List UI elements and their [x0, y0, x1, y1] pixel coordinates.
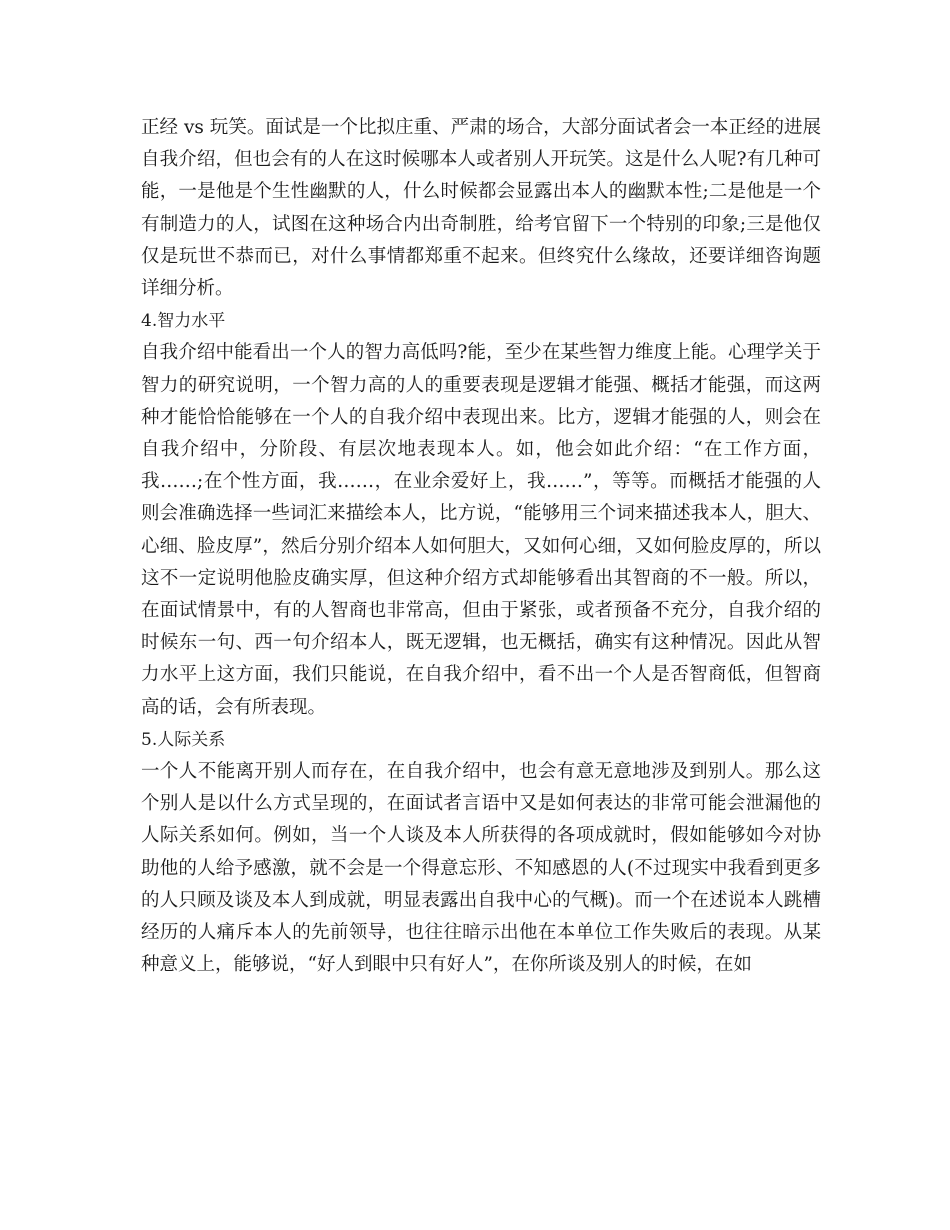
paragraph-jest-vs-serious: 正经 vs 玩笑。面试是一个比拟庄重、严肃的场合，大部分面试者会一本正经的进展自我介绍，但也会有的人在这时候哪本人或者别人开玩笑。这是什么人呢?有几种可能，一是他是个生性幽默的人，什么时候都会显露出本人的幽默本性;二是他是一个有制造力的人，试图在这种场合内出奇制胜，给考官留下一个特别的印象;三是他仅仅是玩世不恭而已，对什么事情都郑重不起来。但终究什么缘故，还要详细咨询题详细分析。: [141, 117, 821, 300]
section-heading-intelligence: 4.智力水平: [141, 311, 226, 332]
paragraph-relationships: 一个人不能离开别人而存在，在自我介绍中，也会有意无意地涉及到别人。那么这个别人是以什么方式呈现的，在面试者言语中又是如何表达的非常可能会泄漏他的人际关系如何。例如，当一个人谈及本人所获得的各项成就时，假如能够如今对协助他的人给予感激，就不会是一个得意忘形、不知感恩的人(不过现实中我看到更多的人只顾及谈及本人到成就，明显表露出自我中心的气概)。而一个在述说本人跳槽经历的人痛斥本人的先前领导，也往往暗示出他在本单位工作失败后的表现。从某种意义上，能够说，“好人到眼中只有好人”，在你所谈及别人的时候，在如: [141, 761, 821, 976]
document-body: [141, 112, 821, 981]
section-heading-relationships: 5.人际关系: [141, 729, 226, 750]
paragraph-intelligence: 自我介绍中能看出一个人的智力高低吗?能，至少在某些智力维度上能。心理学关于智力的研究说明，一个智力高的人的重要表现是逻辑才能强、概括才能强，而这两种才能恰恰能够在一个人的自我介绍中表现出来。比方，逻辑才能强的人，则会在自我介绍中，分阶段、有层次地表现本人。如，他会如此介绍：“在工作方面，我……;在个性方面，我……，在业余爱好上，我……”，等等。而概括才能强的人则会准确选择一些词汇来描绘本人，比方说，“能够用三个词来描述我本人，胆大、心细、脸皮厚”，然后分别介绍本人如何胆大，又如何心细，又如何脸皮厚的，所以这不一定说明他脸皮确实厚，但这种介绍方式却能够看出其智商的不一般。所以，在面试情景中，有的人智商也非常高，但由于紧张，或者预备不充分，自我介绍的时候东一句、西一句介绍本人，既无逻辑，也无概括，确实有这种情况。因此从智力水平上这方面，我们只能说，在自我介绍中，看不出一个人是否智商低，但智商高的话，会有所表现。: [141, 342, 821, 718]
